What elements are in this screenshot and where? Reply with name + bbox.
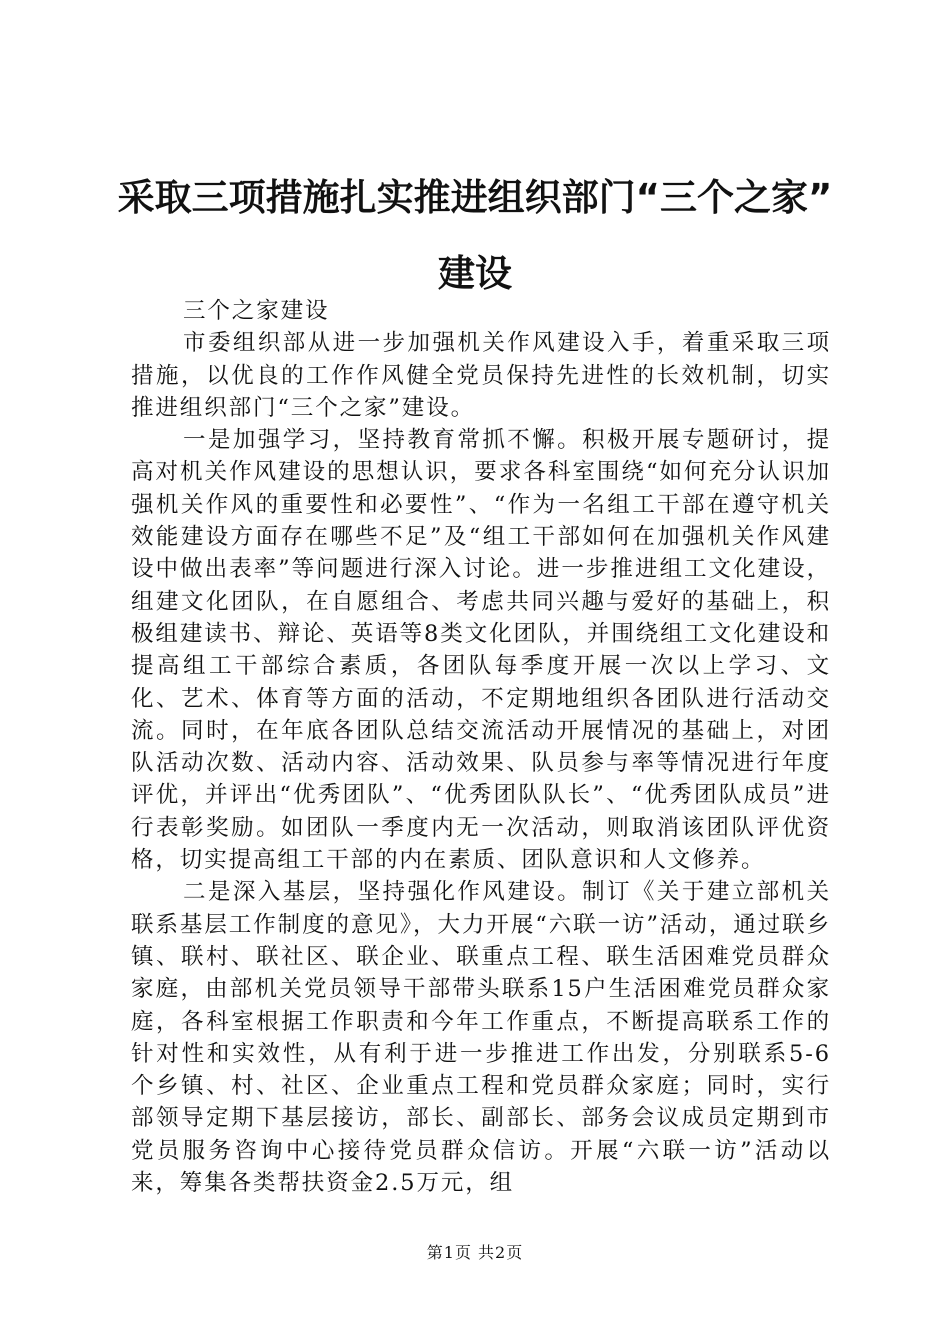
paragraph-subject: 三个之家建设	[183, 298, 330, 324]
paragraph-measure-one: 一是加强学习，坚持教育常抓不懈。积极开展专题研讨，提高对机关作风建设的思想认识，要求各科室围绕“如何充分认识加强机关作风的重要性和必要性”、“作为一名组工干部在遵守机关效能建设方面存在哪些不足”及“组工干部如何在加强机关作风建设中做出表率”等问题进行深入讨论。进一步推进组工文化建设，组建文化团队，在自愿组合、考虑共同兴趣与爱好的基础上，积极组建读书、辩论、英语等8类文化团队，并围绕组工文化建设和提高组工干部综合素质，各团队每季度开展一次以上学习、文化、艺术、体育等方面的活动，不定期地组织各团队进行活动交流。同时，在年底各团队总结交流活动开展情况的基础上，对团队活动次数、活动内容、活动效果、队员参与率等情况进行年度评优，并评出“优秀团队”、“优秀团队队长”、“优秀团队成员”进行表彰奖励。如团队一季度内无一次活动，则取消该团队评优资格，切实提高组工干部的内在素质、团队意识和人文修养。	[131, 427, 831, 874]
document-title	[110, 160, 840, 312]
page-number-footer: 第1页 共2页	[426, 1243, 524, 1262]
document-body	[131, 295, 831, 1199]
paragraph-measure-two: 二是深入基层，坚持强化作风建设。制订《关于建立部机关联系基层工作制度的意见》，大力开展“六联一访”活动，通过联乡镇、联村、联社区、联企业、联重点工程、联生活困难党员群众家庭，由部机关党员领导干部带头联系15户生活困难党员群众家庭，各科室根据工作职责和今年工作重点，不断提高联系工作的针对性和实效性，从有利于进一步推进工作出发，分别联系5-6个乡镇、村、社区、企业重点工程和党员群众家庭；同时，实行部领导定期下基层接访，部长、副部长、部务会议成员定期到市党员服务咨询中心接待党员群众信访。开展“六联一访”活动以来，筹集各类帮扶资金2.5万元，组	[131, 879, 831, 1197]
title-line-1: 采取三项措施扎实推进组织部门“三个之家”	[117, 176, 833, 219]
title-line-2: 建设	[438, 252, 512, 295]
paragraph-intro: 市委组织部从进一步加强机关作风建设入手，着重采取三项措施，以优良的工作作风健全党员保持先进性的长效机制，切实推进组织部门“三个之家”建设。	[131, 330, 831, 421]
